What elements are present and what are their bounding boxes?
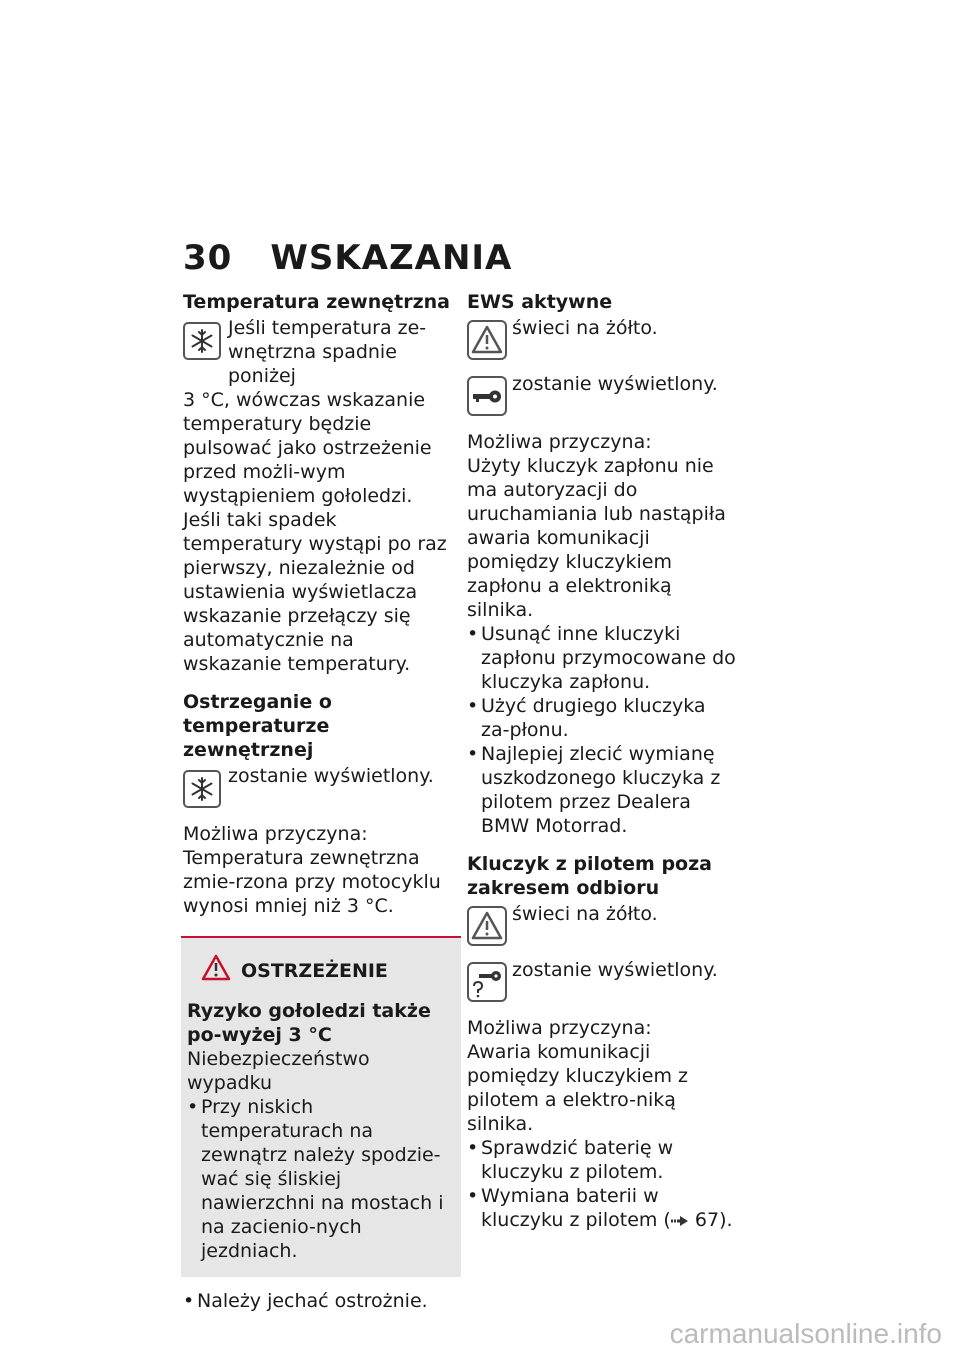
list-item: • Użyć drugiego kluczyka za-płonu.: [467, 694, 739, 742]
list-item: • Najlepiej zlecić wymianę uszkodzonego kluczyka z pilotem przez Dealera BMW Motorrad.: [467, 742, 739, 838]
key-question-row: [467, 958, 739, 1008]
last-bullet-suffix: ).: [719, 1209, 733, 1231]
key-cause-label: Możliwa przyczyna:: [467, 1017, 652, 1039]
ews-yellow-row: [467, 316, 739, 366]
last-bullet-prefix: Wymiana baterii w kluczyku z pilotem (: [481, 1185, 671, 1231]
warning-icon-row: [183, 764, 455, 814]
key-question-icon: [467, 962, 507, 1008]
warning-cause-label: Możliwa przyczyna:: [183, 823, 368, 845]
caution-bullets: [187, 1095, 455, 1263]
section-title-ews: EWS aktywne: [467, 291, 613, 313]
list-item: • Sprawdzić baterię w kluczyku z pilotem.: [467, 1136, 739, 1184]
ews-cause-label: Możliwa przyczyna:: [467, 431, 652, 453]
section-title-temperature: Temperatura zewnętrzna: [183, 291, 450, 313]
list-item: • Przy niskich temperaturach na zewnątrz należy spodzie-wać się śliskiej nawierzchni na mostach i na zacienio-nych jezdniach.: [187, 1095, 455, 1263]
temperature-body: 3 °C, wówczas wskazanie temperatury będzie pulsować jako ostrzeżenie przed możli-wym wystąpieniem gołoledzi. Jeśli taki spadek temperatury wystąpi po raz pierwszy, niezależnie od ustawienia wyświetlacza wskazanie przełączy się automatycznie na wskazanie temperatury.: [183, 389, 447, 675]
key-line2: zostanie wyświetlony.: [512, 959, 718, 981]
section-title-warning: Ostrzeganie o temperaturze zewnętrznej: [183, 691, 332, 761]
key-cause: Awaria komunikacji pomiędzy kluczykiem z pilotem a elektro-niką silnika.: [467, 1041, 688, 1135]
ews-cause: Użyty kluczyk zapłonu nie ma autoryzacji do uruchamiania lub nastąpiła awaria komunikacji pomiędzy kluczykiem zapłonu a elektroniką silnika.: [467, 455, 726, 621]
after-caution-bullets: [183, 1289, 455, 1313]
warning-cause: Temperatura zewnętrzna zmie-rzona przy motocyklu wynosi mniej niż 3 °C.: [183, 847, 441, 917]
caution-box: [181, 936, 461, 1277]
right-column: [467, 290, 739, 1232]
temperature-icon-text: Jeśli temperatura ze-wnętrzna spadnie poniżej: [228, 317, 427, 387]
caution-title: OSTRZEŻENIE: [241, 959, 388, 982]
section-title-key: Kluczyk z pilotem poza zakresem odbioru: [467, 853, 712, 899]
watermark: carmanualsonline.info: [669, 1318, 942, 1349]
page-reference-arrow-icon: [671, 1209, 689, 1231]
ews-key-row: [467, 372, 739, 422]
ews-line1: świeci na żółto.: [512, 317, 658, 339]
ews-line2: zostanie wyświetlony.: [512, 373, 718, 395]
ews-bullets: [467, 622, 739, 838]
snowflake-icon: [183, 322, 221, 360]
left-column: [183, 290, 455, 1313]
page-title: WSKAZANIA: [270, 238, 513, 278]
key-line1: świeci na żółto.: [512, 903, 658, 925]
general-warning-icon: [467, 906, 507, 952]
caution-text: Niebezpieczeństwo wypadku: [187, 1048, 370, 1094]
caution-header: [201, 954, 455, 987]
key-bullets: [467, 1136, 739, 1232]
general-warning-icon: [467, 320, 507, 366]
temperature-icon-row: [183, 316, 455, 388]
key-icon: [467, 376, 507, 422]
snowflake-icon: [183, 770, 221, 808]
warning-icon-text: zostanie wyświetlony.: [228, 765, 434, 787]
key-yellow-row: [467, 902, 739, 952]
warning-triangle-icon: [201, 954, 231, 987]
caution-subtitle: Ryzyko gołoledzi także po-wyżej 3 °C: [187, 1000, 431, 1046]
list-item: • Należy jechać ostrożnie.: [183, 1289, 455, 1313]
page-number: 30: [183, 238, 233, 278]
page-reference-link[interactable]: 67: [694, 1209, 720, 1231]
list-item: [467, 1184, 739, 1232]
page-header: [183, 238, 512, 278]
list-item: • Usunąć inne kluczyki zapłonu przymocowane do kluczyka zapłonu.: [467, 622, 739, 694]
